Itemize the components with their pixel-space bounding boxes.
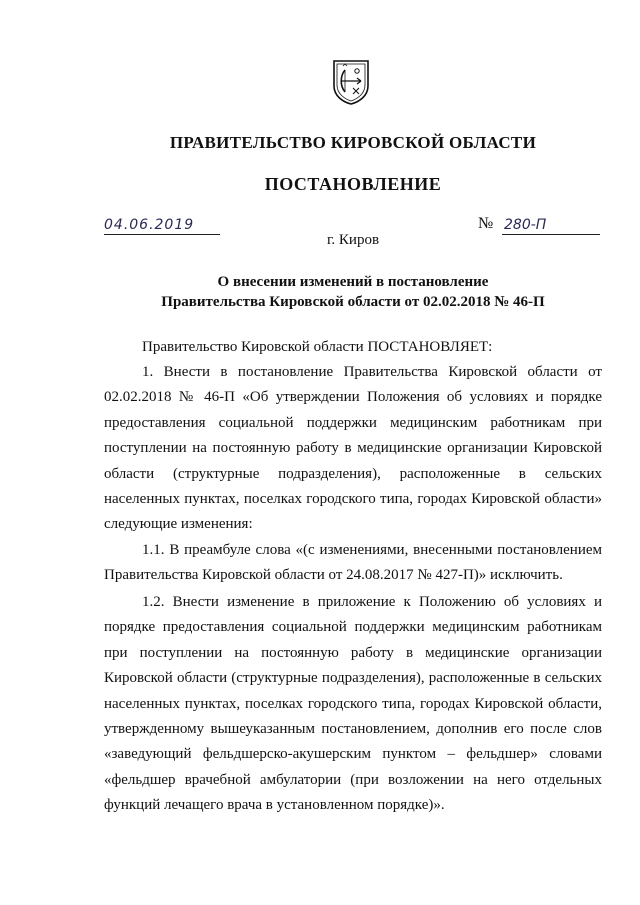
item-1-1-text: 1.1. В преамбуле слова «(с изменениями, внесенными постановлением Правительства Кировской области от 24.08.2017 № 427-П)» исключить. (104, 542, 602, 584)
item-1-2-text: 1.2. Внести изменение в приложение к Положению об условиях и порядке предоставления социальной поддержки медицинским работникам при поступлении на постоянную работу в медицинские организации Кировской области (структурные подразделения), расположенные в сельских населенных пунктах, поселках городского типа, городах Кировской области, утвержденному вышеуказанным постановлением, дополнив его после слов «заведующий фельдшерско-акушерским пунктом – фельдшер» словами «фельдшер врачебной амбулатории (при возложении на него отдельных функций лечащего врача в установленном порядке)». (104, 594, 602, 814)
item-1-1 (104, 538, 602, 589)
organization-name: ПРАВИТЕЛЬСТВО КИРОВСКОЙ ОБЛАСТИ (169, 133, 537, 152)
document-date: 04.06.2019 (104, 217, 220, 235)
number-label: № (478, 215, 494, 232)
preamble-text: Правительство Кировской области ПОСТАНОВЛЯЕТ: (142, 339, 493, 355)
item-1 (104, 360, 602, 538)
document-number: 280-П (502, 217, 600, 235)
city: г. Киров (326, 232, 380, 248)
document-subject (0, 272, 640, 312)
document-type: ПОСТАНОВЛЕНИЕ (264, 174, 442, 194)
subject-line-1: О внесении изменений в постановление (217, 274, 489, 290)
preamble (104, 335, 602, 360)
subject-line-2: Правительства Кировской области от 02.02.2018 № 46-П (161, 294, 545, 310)
item-1-text: 1. Внести в постановление Правительства Кировской области от 02.02.2018 № 46-П «Об утверждении Положения об условиях и порядке предоставления социальной поддержки медицинским работникам при поступлении на постоянную работу в медицинские организации Кировской области (структурные подразделения), расположенные в сельских населенных пунктах, поселках городского типа, городах Кировской области» следующие изменения: (104, 364, 602, 533)
item-1-2 (104, 590, 602, 819)
coat-of-arms-icon (331, 58, 371, 106)
